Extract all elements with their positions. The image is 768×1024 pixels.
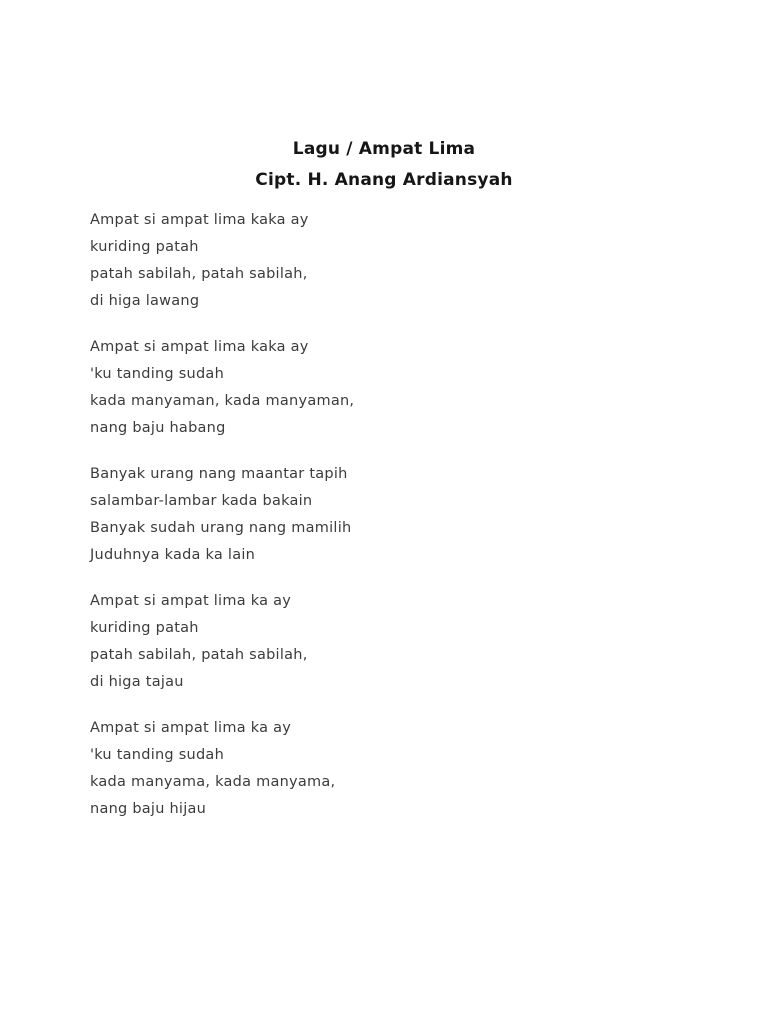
lyric-line: Ampat si ampat lima kaka ay	[90, 212, 309, 228]
document-header	[0, 134, 768, 196]
stanza-1	[90, 207, 354, 315]
lyric-line: 'ku tanding sudah	[90, 747, 225, 763]
lyrics-body	[90, 207, 354, 842]
stanza-5	[90, 715, 354, 823]
lyric-line: 'ku tanding sudah	[90, 366, 225, 382]
lyric-line: kada manyama, kada manyama,	[90, 774, 336, 790]
lyric-line: di higa lawang	[90, 293, 200, 309]
lyric-line: Ampat si ampat lima ka ay	[90, 720, 292, 736]
lyric-line: Ampat si ampat lima kaka ay	[90, 339, 309, 355]
stanza-4	[90, 588, 354, 696]
lyric-line: nang baju habang	[90, 420, 226, 436]
lyric-line: Banyak urang nang maantar tapih	[90, 466, 348, 482]
song-title: Lagu / Ampat Lima	[292, 139, 476, 159]
lyric-line: Banyak sudah urang nang mamilih	[90, 520, 352, 536]
composer-credit: Cipt. H. Anang Ardiansyah	[255, 170, 513, 190]
lyric-line: kuriding patah	[90, 620, 199, 636]
lyric-line: Ampat si ampat lima ka ay	[90, 593, 292, 609]
lyric-line: patah sabilah, patah sabilah,	[90, 266, 308, 282]
stanza-2	[90, 334, 354, 442]
lyric-line: salambar-lambar kada bakain	[90, 493, 313, 509]
lyric-line: nang baju hijau	[90, 801, 207, 817]
stanza-3	[90, 461, 354, 569]
lyric-line: di higa tajau	[90, 674, 184, 690]
lyric-line: patah sabilah, patah sabilah,	[90, 647, 308, 663]
lyric-line: Juduhnya kada ka lain	[90, 547, 256, 563]
lyric-line: kada manyaman, kada manyaman,	[90, 393, 355, 409]
lyric-line: kuriding patah	[90, 239, 199, 255]
